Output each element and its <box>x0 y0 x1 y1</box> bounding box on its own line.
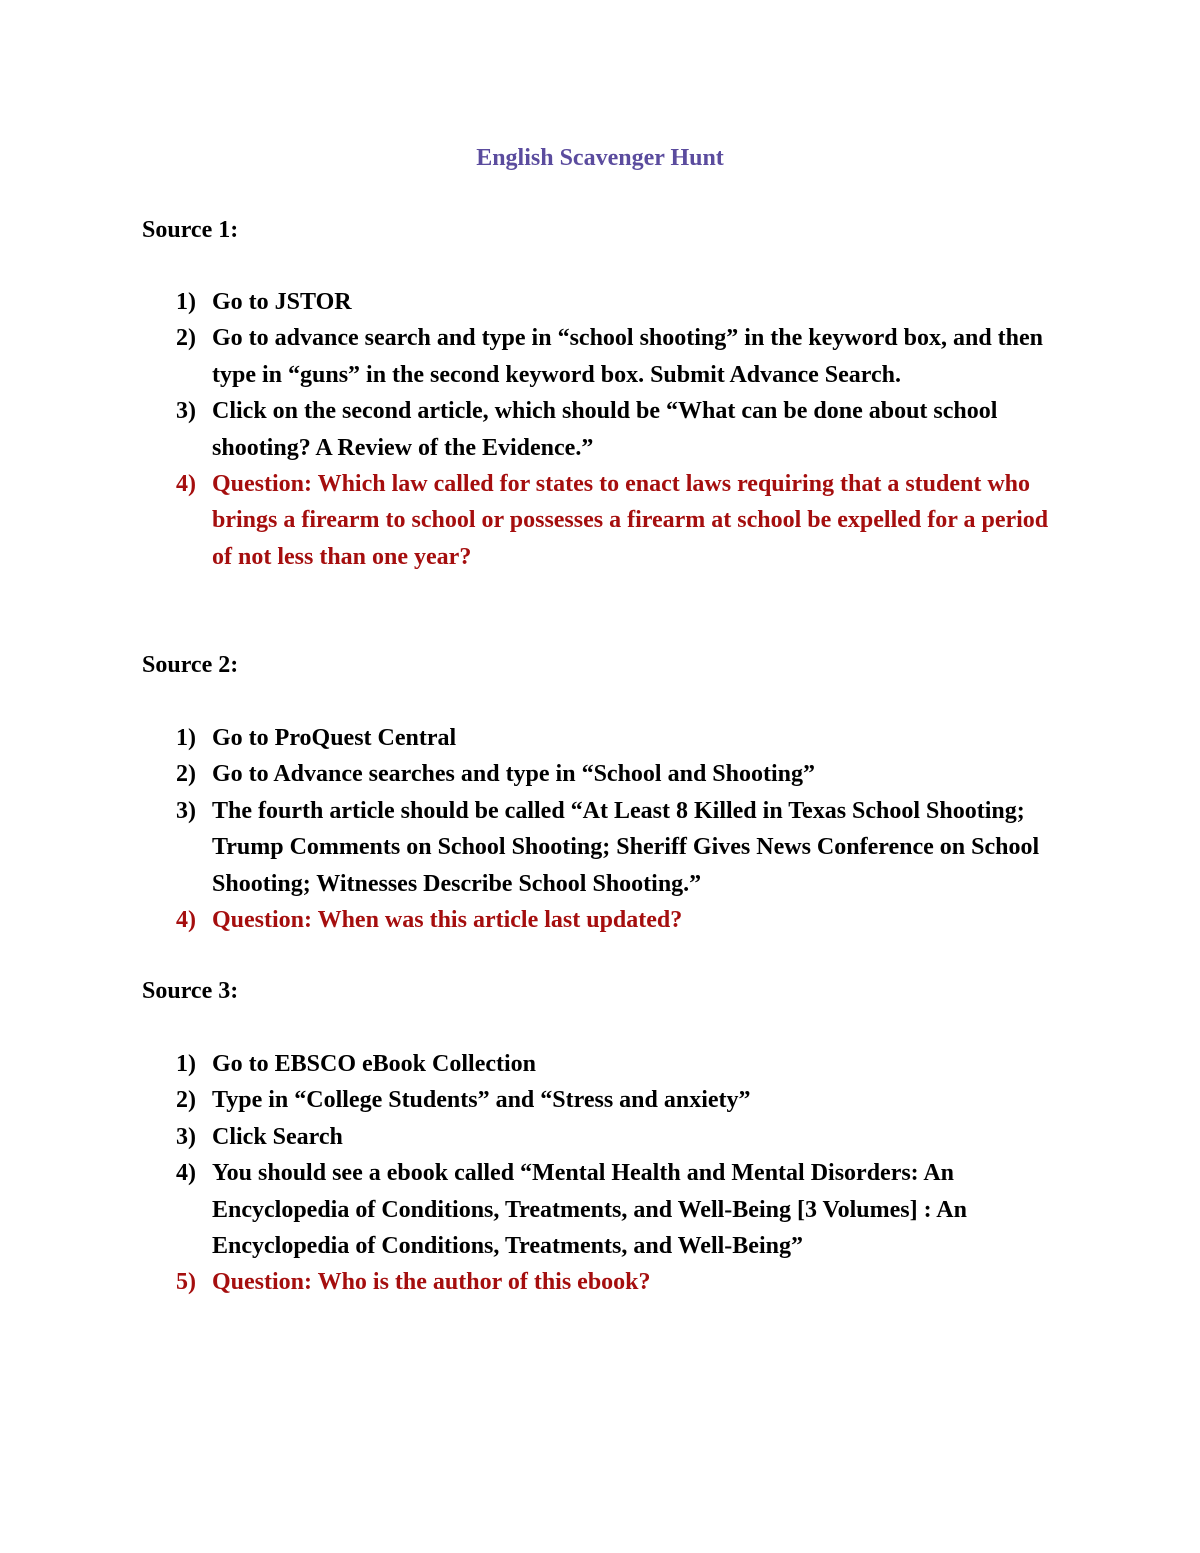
step-number: 2) <box>176 325 196 352</box>
step-text: Type in “College Students” and “Stress and anxiety” <box>212 1087 751 1114</box>
source-2-steps <box>0 720 1200 938</box>
source-1-steps <box>0 284 1200 575</box>
source-1-heading: Source 1: <box>142 217 239 243</box>
list-item <box>0 793 1062 902</box>
step-text: Go to Advance searches and type in “School and Shooting” <box>212 761 815 788</box>
step-text: Go to advance search and type in “school shooting” in the keyword box, and then type in “guns” in the second keyword box. Submit Advance Search. <box>212 325 1043 388</box>
step-number: 1) <box>176 1051 196 1077</box>
step-text: The fourth article should be called “At Least 8 Killed in Texas School Shooting; Trump Comments on School Shooting; Sheriff Gives News Conference on School Shooting; Witnesses Describe School Shooting.” <box>212 797 1040 897</box>
question-text: Question: Who is the author of this ebook? <box>212 1269 651 1296</box>
question-text: Question: When was this article last updated? <box>212 907 683 934</box>
step-text: You should see a ebook called “Mental Health and Mental Disorders: An Encyclopedia of Conditions, Treatments, and Well-Being [3 Volumes] : An Encyclopedia of Conditions, Treatments, and Well-Being” <box>212 1160 967 1260</box>
step-text: Click on the second article, which should be “What can be done about school shooting? A Review of the Evidence.” <box>212 398 998 461</box>
source-3-steps <box>0 1046 1200 1301</box>
step-text: Go to EBSCO eBook Collection <box>212 1051 537 1077</box>
list-item <box>0 320 1062 393</box>
question-text: Question: Which law called for states to enact laws requiring that a student who brings a firearm to school or possesses a firearm at school be expelled for a period of not less than one year? <box>212 471 1049 570</box>
list-item <box>0 393 1062 466</box>
document-title: English Scavenger Hunt <box>476 145 724 171</box>
question-item <box>0 1264 1062 1300</box>
list-item <box>0 756 1062 792</box>
step-number: 4) <box>176 1160 196 1187</box>
step-text: Go to JSTOR <box>212 289 352 315</box>
source-2-heading: Source 2: <box>142 652 239 678</box>
step-number: 3) <box>176 1123 196 1150</box>
step-number: 4) <box>176 907 196 934</box>
step-number: 3) <box>176 797 196 824</box>
list-item <box>0 1119 1062 1155</box>
question-item <box>0 902 1062 938</box>
list-item <box>0 284 1062 320</box>
list-item <box>0 1046 1062 1082</box>
step-number: 2) <box>176 1087 196 1114</box>
step-number: 5) <box>176 1269 196 1296</box>
question-item <box>0 466 1062 575</box>
step-number: 2) <box>176 761 196 788</box>
step-number: 3) <box>176 398 196 425</box>
step-text: Click Search <box>212 1123 343 1150</box>
source-3-heading: Source 3: <box>142 978 239 1004</box>
step-number: 1) <box>176 289 196 315</box>
list-item <box>0 720 1062 756</box>
step-number: 4) <box>176 471 196 498</box>
list-item <box>0 1155 1062 1264</box>
step-text: Go to ProQuest Central <box>212 725 457 751</box>
list-item <box>0 1082 1062 1118</box>
step-number: 1) <box>176 725 196 751</box>
